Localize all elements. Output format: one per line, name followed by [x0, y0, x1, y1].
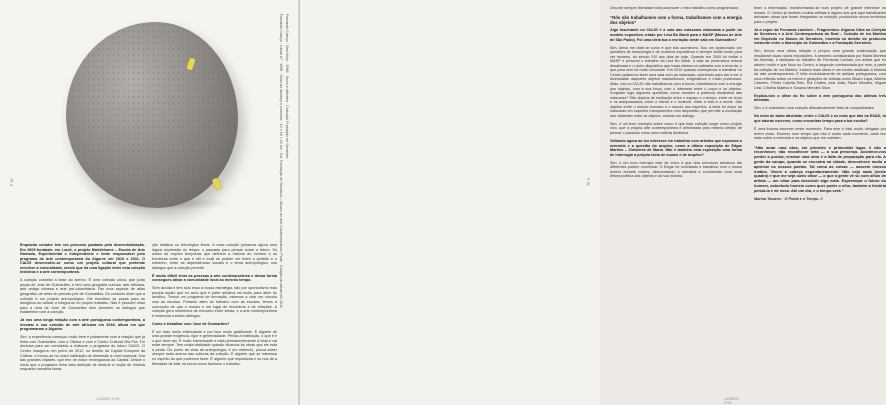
- paragraph: Deu-me sempre liberdade total para fazer o meu trabalho como programador.: [610, 6, 740, 10]
- paragraph: Sim, deixa me dizer-te como é que isto aconteceu. Sou um apaixonado por questões de museologia e de modelos expositivos e sempre visitei muito para ver museus, do século XIX aos dias de hoje. Quando em 2009 fui visitar o MASP e procurei o trabalho da Lina Bo Bardi, a sala da pinacoteca estava desativada e o único dispositivo que havia estava na cafetaria com a ementa, o que para mim foi muito chocante. Em 2010 quando começámos a trabalhar no Centro quisemos fazer uma sala com as máscaras, sobretudo para dar a ver a diversidade daqueles objetos maravilhosos, enigmáticos e muito poderosos. Aliás, nós no CIAJG não trabalhamos com a forma, trabalhamos com a energia dos objetos, com a sua força, com o interesse entre o corpo e os objetos. Surgiram logo algumas questões: como resolver a potência ritualística das máscaras? São objetos de mediação entre o espaço e o tempo, entre os vivos e os antepassados, entre o visível e o invisível, entre a vida e a morte. São objetos entre o mundo humano e o mundo dos espíritos. A ideia foi expor as máscaras em suportes transparentes num dispositivo que permite a circulação dos visitantes entre os objetos, criando um diálogo.: [610, 45, 742, 118]
- interview-question: Já a expor da Fernanda Lambert – Fragmentos: Alguma Obra na Coleção de Serralves e a Arte Contemporânea do Real – Coleção de Ivo Martins em Depósito no Museu de Serralves, inserida no âmbito do protocolo existente entre o Município de Guimarães e a Fundação Serralves.: [754, 27, 886, 46]
- page-number: P. 83: [586, 178, 590, 186]
- right-page: [300, 0, 886, 405]
- paragraph: Sim, é um bom exemplo este de como é que dois universos artísticos tão diferentes podem conversar. O Edgar foi convidado e trabalhou com o nosso acervo durante meses, desmontando a narrativa e construindo uma nova leitura poética dos objetos e da sua história.: [610, 160, 742, 179]
- artwork-photo: [0, 0, 300, 240]
- page-number: P. 82: [10, 178, 14, 186]
- interview-question: Como é trabalhar com José de Guimarães?: [152, 321, 230, 326]
- paragraph: ção didática ou teleológica linear. A essa coleção juntamos agora uma lógica expressão do tempo: o passado para pensar sobre o futuro. Só assim as noções temporais que definem a história do homem e as fronteiras entre o que é útil e inútil se podem ver entre o perfeito e o estranho, entre as dependências sociais e o tema antropológico, nos diálogos que a coleção permite.: [152, 243, 277, 270]
- photo-caption-secondary: Fernando Carriço · Sem título · 1996 · Seixo e alfinetes · Colecção Fundação de Serralves: [285, 14, 289, 159]
- paragraph: É uma fortuna escrever neste momento. Para mim é vital, muito obrigado por terem vindo. Escrevo num tempo que não é muito cada momento, cada vez mais sobre a memória e os objetos que me rodeiam.: [754, 127, 886, 141]
- text-column: [610, 6, 742, 394]
- quote-block: “Não amar uma obra, em primeiro e primordial lugar, é não a reconhecer; não reconhecer nela — a sua presença. Acontece-nos perder a poesia; ensinar uma obra é a falta de preparação para ela. A gente da campo, quando se encontra na cidade, desconhece muito a apreciar os nossos poetas. Tal como as coisas — nascem nossos irmãos. Vivem a cabeça espontaneamente. Não vejo nada (neste quadro) e que me seja outro olhar — o que a gente vê só com olhos de artista — um olhar para descobrir algo mais. Esperançar o futuro do homem, sobretudo homem como quer poder o olho, também a história pensá-la é de novo. Até um dia, e o tempo será.”: [754, 144, 886, 193]
- quote-attribution: Marina Tavares · O Poeta e o Tempo. //: [754, 197, 823, 202]
- text-column: [754, 6, 886, 394]
- paragraph: É um lado muito estimulante e por isso muito gratificante. É alguém de uma grande exigência, rigor e generosidade. Pensa a instituição, o que é e o que deve ser. É muito interessante e está permanentemente à vista e vai estar sempre. Tem muita vitalidade quando olhamos às obras que ele está a pintar. Do ponto de vista da antropologia, é um estímulo, pouca saber sempre mais acerca das culturas da coleção. É alguém que se interessa no espírito do que podemos fazer. É alguém que impulsiona e só nos dá a liberdade de lidar na forma como fazemos o trabalho.: [152, 329, 277, 366]
- interview-question: Algo fascinante no CIAJG é a sala das máscaras elaborada a partir do modelo expositivo criado por Lina Bo Bardi para o MASP (Museu de Arte de São Paulo). Foi uma ideia tua a recriação deste sala em Guimarães?: [610, 28, 742, 42]
- paragraph: A coleção constitui a base do acervo. É uma coleção única, que junta peças de José de Guimarães, e tem uma geografia curiosa: arte africana, arte antiga chinesa e arte pré-colombiana. Faz uma espécie de atlas geográfico de artes do período pós de Guimarães. Eu costumo dizer que a coleção é um projeto antropológico. Ele escolheu as peças para as desígnios do artista, e integra-se no próprio trabalho. Não é possível olhar para a obra de José de Guimarães sem perceber os diálogos que estabelece com a coleção.: [20, 278, 145, 315]
- page-footer: LUNÁRIO Nº45: [724, 397, 740, 405]
- paragraph: Sem dúvida e tem sido essa a nossa estratégia, não por oportunismo mas porque aquilo que eu acho que é parte artística vai muito para além do artístico. Temos um programa de formação, estamos a criar um vínculo com as escolas. Portanto além do trabalho com as escolas, temos a convicção de que o museu é um lugar de encontros e de relações. A coleção gera momentos de encontro entre ideias, e a arte contemporânea é essencial a esses diálogos.: [152, 286, 277, 318]
- interview-question: Enquanto curador tem um percurso pautado pela descentralização. Em 2009 fundaste, em Loulé, o projeto Mobilehome – Escola de Arte Nómada, Experimental e Independente e foste responsável pelo programa de arte contemporânea do Algarve em 2010 e 2011. O CIAJG desenvolve-se como um projeto cultural que pretende envolver a comunidade, sendo que há uma ligação entre esta coleção histórica e a arte contemporânea.: [20, 243, 145, 275]
- pull-quote: “Nós não trabalhamos com a forma, trabalhamos com a energia dos objetos”: [610, 14, 742, 25]
- interview-question: Explica-nos o olhar do fio sobre a arte portuguesa das últimas três décadas.: [754, 93, 886, 103]
- pin-icon: [212, 177, 223, 190]
- paragraph: Sim, é um bom exemplo sobre como é que esta coleção surge como projeto vivo, que a própria arte contemporânea é alimentada pelo mesmo desejo de pensar o passado como uma matéria dinâmica.: [610, 121, 742, 135]
- text-column: [20, 243, 145, 393]
- photo-caption: Fernando Carriço · Litoral #7 · 1996 · Seixo do Alentejo e pioneses · 12 × 16 × 12 cm · Col. Fundação de Serralves – Museu de Arte Contemporânea, Porto · Doação do artista em 2011: [279, 14, 283, 308]
- paragraph: lecer a informação, transformando-se num projeto de grande interesse no museu. O Centro já recebeu muitos artistas e alguns dos que aqui trabalharam deixaram obras que foram integradas na coleção, produzindo novos territórios para o projeto.: [754, 6, 886, 24]
- paragraph: Sim, temos uma ótima relação e propus uma grande colaboração que resultaram duas novas exposições. A primeira comissariada por Maria Moreira de Almeida, é dedicada ao trabalho de Fernando Lanhas, um artista que eu admiro muito e que ficou no Centro; a segunda comissariada por mim, a partir da coleção de Ivo Martins. Incluirá mais obras e um núcleo dedicado à história da arte contemporânea. É feita exclusivamente de artistas portugueses, com uma reflexão sobre os meios e gerações de artistas como Álvaro Lapa, Alberto Carneiro, Pedro Cabrita Reis, Rui Chafes, Ana Jotta, Paulo Mendes, Miguel Leal, Cristina Mateus e Susana Mendes Silva.: [754, 49, 886, 90]
- interview-question: No meio de tanto atividade, entre o CIAJG e os mais que dás na ESAD, tu que adoras escrever, como encontras tempo para a tua escrita?: [754, 114, 886, 123]
- interview-question: É muito difícil levar as pessoas à arte contemporânea e dessa forma consegues ativar a comunidade local ao mesmo tempo.: [152, 273, 277, 283]
- left-page: [0, 0, 300, 405]
- interview-question: Já nos uma longa relação com a arte portuguesa contemporânea, a mostrar a sua coleção de arte africana em 2018, altura em que programaram o Algarve.: [20, 318, 145, 332]
- page-footer: LUNÁRIO Nº45: [96, 397, 120, 401]
- interview-question: Voltando agora ao teu interesse em trabalhar com artistas que exploram a memória e a questão do arquivo, como a última exposição de Edgar Martins – Zinisterra de Maria. Não é também esta exposição uma forma de interrogar a própria ideia de museu e de arquivo?: [610, 138, 742, 157]
- paragraph: Sim, a experiência começou muito bem e justamente com a relação que já tinha com Guimarães, com a Oficina e com o Centro Cultural Vila Flor. Foi decisiva para ser convidado a elaborar o programa do futuro CIAJG. O Centro inaugurou em junho de 2012, no âmbito da Capital Europeia da Cultura, e tornou-se na única instituição de dimensão a nível nacional, fora das grandes cidades, que tem de maior envergadura da Capital. Desde o início que o programa tinha esta ambição de destruir a noção de história enquanto narrativa linear.: [20, 335, 145, 372]
- text-column: [152, 243, 277, 393]
- paragraph: Sim, e é sobretudo uma coleção afirmativamente feita de cumplicidades.: [754, 106, 875, 111]
